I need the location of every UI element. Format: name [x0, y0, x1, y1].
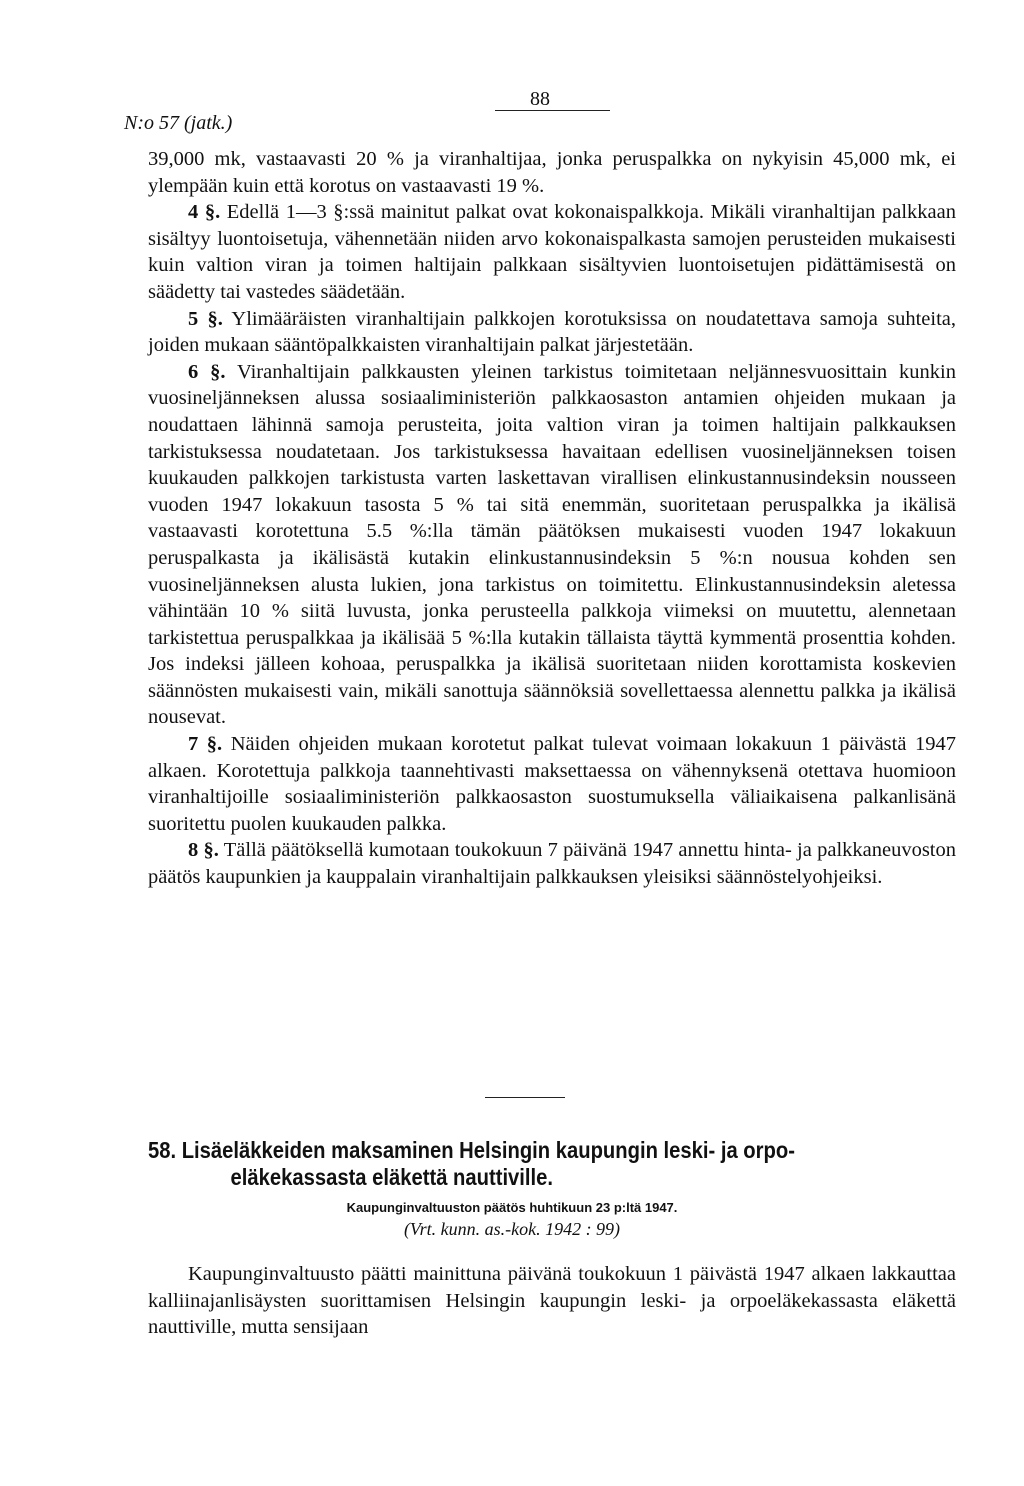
section-4-paragraph	[148, 199, 956, 305]
heading-line-1: 58. Lisäeläkkeiden maksaminen Helsingin kaupungin leski- ja orpo-	[148, 1137, 795, 1163]
section-6-paragraph	[148, 359, 956, 731]
section-7-paragraph	[148, 731, 956, 837]
section-58-heading	[148, 1137, 956, 1191]
continued-decision-text	[148, 146, 956, 891]
decision-date-line: Kaupunginvaltuuston päätös huhtikuun 23 p:ltä 1947.	[346, 1200, 678, 1215]
paragraph-continuation	[148, 146, 956, 199]
section-number: 6 §.	[188, 360, 226, 383]
running-head: N:o 57 (jatk.)	[124, 112, 233, 134]
section-8-paragraph	[148, 837, 956, 890]
paragraph-text: Ylimääräisten viranhaltijain palkkojen korotuksissa on noudatettava samoja suhteita, joiden mukaan sääntöpalkkaisten viranhaltijain palkat järjestetään.	[148, 307, 956, 357]
section-number: 5 §.	[188, 307, 223, 330]
paragraph-text: Viranhaltijain palkkausten yleinen tarkistus toimitetaan neljännesvuosittain kunkin vuosineljänneksen alussa sosiaaliministeriön palkkaosaston antamien ohjeiden mukaan ja noudattaen lähinnä samoja perusteita, joita valtion viran ja toimen haltijain palkkauksen tarkistuksessa noudatetaan. Jos tarkistuksessa havaitaan edellisen vuosineljänneksen toisen kuukauden palkkojen tarkistusta varten laskettavan virallisen elinkustannusindeksin nousseen vuoden 1947 lokakuun tasosta 5 % tai sitä enemmän, suoritetaan peruspalkka ja ikälisä vastaavasti korotettuna 5.5 %:lla tämän päätöksen mukaisesti vuoden 1947 lokakuun peruspalkasta ja ikälisästä kutakin elinkustannusindeksin 5 %:n nousua kohden sen vuosineljänneksen alusta lukien, jona tarkistus on toimitettu. Elinkustannusindeksin aletessa vähintään 10 % siitä luvusta, jonka perusteella palkkoja viimeksi on muutettu, alennetaan tarkistettua peruspalkkaa ja ikälisää 5 %:lla kutakin tällaista täyttä kymmentä prosenttia kohden. Jos indeksi jälleen kohoaa, peruspalkka ja ikälisä suoritetaan niiden korottamista koskevien säännösten mukaisesti vain, mikäli sanottuja säännöksiä sovellettaessa alennettu palkka ja ikälisä nousevat.	[148, 360, 956, 729]
page-number-rule	[495, 110, 610, 111]
section-number: 4 §.	[188, 201, 221, 224]
section-5-paragraph	[148, 306, 956, 359]
section-58-paragraph: Kaupunginvaltuusto päätti mainittuna päivänä toukokuun 1 päivästä 1947 alkaen lakkauttaa kalliinajanlisäysten suorittamisen Helsingin kaupungin leski- ja orpoeläkekassasta eläkettä nauttiville, mutta sensijaan	[148, 1263, 956, 1339]
section-divider	[485, 1097, 565, 1098]
page-number: 88	[530, 88, 550, 110]
section-number: 7 §.	[188, 733, 223, 756]
paragraph-text: Näiden ohjeiden mukaan korotetut palkat tulevat voimaan lokakuun 1 päivästä 1947 alkaen. Korotettuja palkkoja taannehtivasti maksettaessa on vähennyksenä otettava huomioon viranhaltijoille sosiaaliministeriön palkkaosaston suostumuksella väliaikaisena palkanlisänä suoritettu puolen kuukauden palkka.	[148, 733, 956, 835]
paragraph-text: Edellä 1—3 §:ssä mainitut palkat ovat kokonaispalkkoja. Mikäli viranhaltijan palkkaan sisältyy luontoisetuja, vähennetään niiden arvo kokonaispalkasta samojen perusteiden mukaisesti kuin valtion viran ja toimen haltijain palkkaan sisältyvien luontoisetujen pidättämisestä on säädetty tai vastedes säädetään.	[148, 201, 956, 303]
heading-line-2: eläkekassasta eläkettä nauttiville.	[230, 1164, 553, 1190]
cross-reference: (Vrt. kunn. as.-kok. 1942 : 99)	[403, 1219, 621, 1239]
section-58-body	[148, 1261, 956, 1341]
paragraph-text: 39,000 mk, vastaavasti 20 % ja viranhaltijaa, jonka peruspalkka on nykyisin 45,000 mk, ei ylempään kuin että korotus on vastaavasti 19 %.	[148, 148, 956, 197]
paragraph-text: Tällä päätöksellä kumotaan toukokuun 7 päivänä 1947 annettu hinta- ja palkkaneuvoston päätös kaupunkien ja kauppalain viranhaltijain palkkauksen yleisiksi säännöstelyohjeiksi.	[148, 839, 957, 889]
section-number: 8 §.	[188, 839, 219, 862]
